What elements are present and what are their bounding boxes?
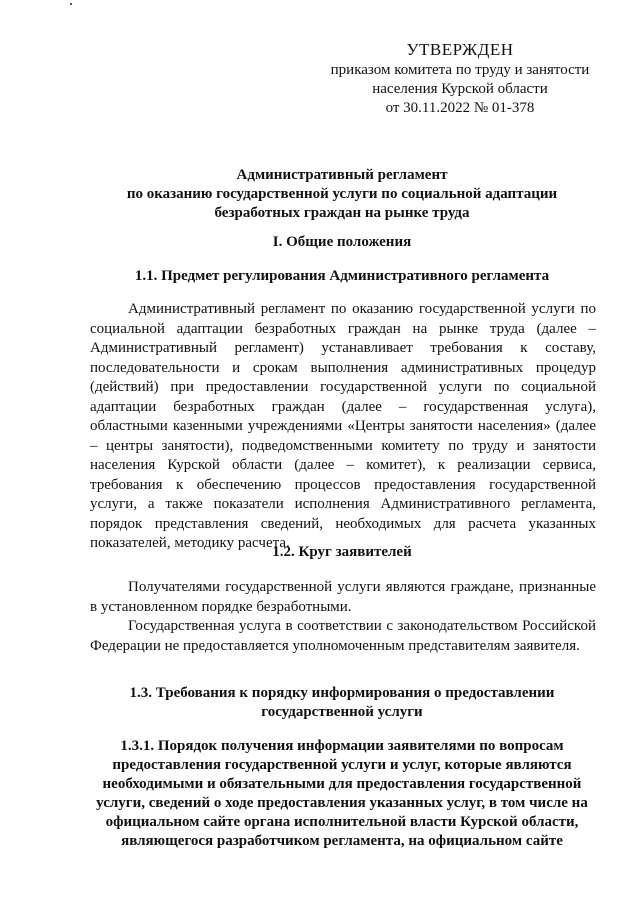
approval-line-1: приказом комитета по труду и занятости xyxy=(330,62,590,78)
subsection-1-3-1-line-6: являющегося разработчиком регламента, на официальном сайте xyxy=(121,833,563,849)
approval-stamp-block xyxy=(300,40,620,118)
subsection-1-3-1-line-2: предоставления государственной услуги и услуг, которые являются xyxy=(112,757,572,773)
approval-line-3: от 30.11.2022 № 01-378 xyxy=(385,100,535,116)
subsection-1-1-text: Административный регламент по оказанию государственной услуги по социальной адаптации безработных граждан на рынке труда (далее – Административный регламент) устанавливает требования к составу, последовательности и срокам выполнения административных процедур (действий) при предоставлении государственной услуги по социальной адаптации безработных граждан (далее – государственная услуга), областными казенными учреждениями «Центры занятости населения» (далее – центры занятости), подведомственными комитету по труду и занятости населения Курской области (далее – комитет), к реализации сервиса, требования к обеспечению процессов предоставления государственной услуги, а также показатели исполнения Административного регламента, порядок представления сведений, необходимых для расчета указанных показателей, методику расчета. xyxy=(90,301,596,551)
scan-speck xyxy=(70,3,72,5)
document-title-line-2: по оказанию государственной услуги по социальной адаптации xyxy=(126,186,558,202)
subsection-1-2-text-2: Государственная услуга в соответствии с законодательством Российской Федерации не предоставляется уполномоченным представителям заявителя. xyxy=(90,618,596,654)
subsection-1-3-heading xyxy=(90,684,594,722)
subsection-1-3-heading-line-2: государственной услуги xyxy=(261,704,423,720)
subsection-1-3-heading-line-1: 1.3. Требования к порядку информирования о предоставлении xyxy=(129,685,555,701)
approval-title: УТВЕРЖДЕН xyxy=(406,40,514,59)
subsection-1-1-heading: 1.1. Предмет регулирования Административного регламента xyxy=(134,268,550,284)
subsection-1-3-1-line-5: официальном сайте органа исполнительной власти Курской области, xyxy=(105,814,579,830)
subsection-1-3-1-heading xyxy=(90,737,594,851)
subsection-1-2-heading: 1.2. Круг заявителей xyxy=(272,544,412,560)
section-heading: I. Общие положения xyxy=(272,234,412,250)
subsection-1-3-1-line-3: необходимыми и обязательными для предоставления государственной xyxy=(102,776,582,792)
approval-line-2: населения Курской области xyxy=(372,81,548,97)
subsection-1-3-1-line-4: услуги, сведений о ходе предоставления указанных услуг, в том числе на xyxy=(96,795,588,811)
document-title-line-1: Административный регламент xyxy=(236,167,448,183)
document-title-line-3: безработных граждан на рынке труда xyxy=(214,205,470,221)
subsection-1-3-1-line-1: 1.3.1. Порядок получения информации заявителями по вопросам xyxy=(120,738,564,754)
subsection-1-2-text-1: Получателями государственной услуги являются граждане, признанные в установленном порядке безработными. xyxy=(90,579,596,615)
document-title xyxy=(90,166,594,223)
